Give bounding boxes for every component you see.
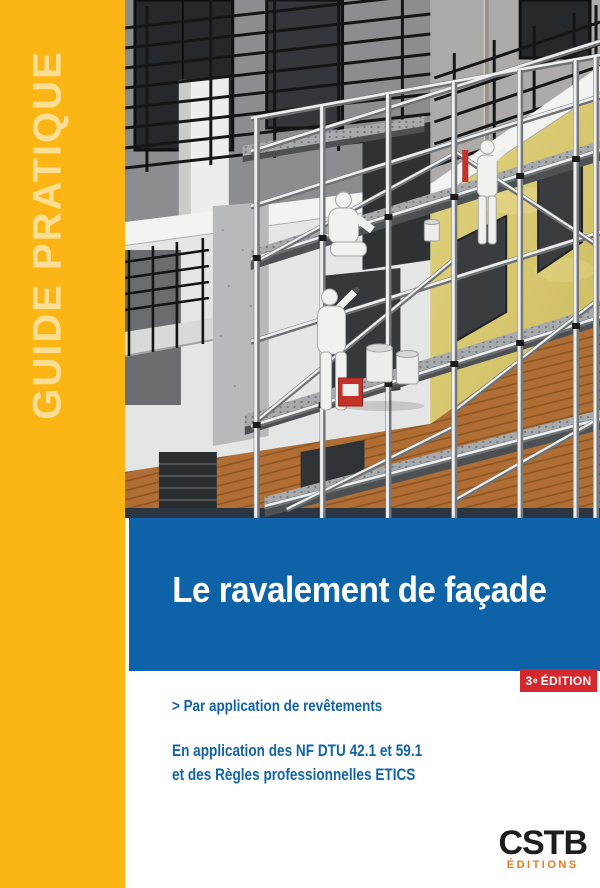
scaffolding-scene (125, 0, 600, 518)
subtitle: > Par application de revêtements (172, 698, 383, 715)
edition-badge: 3 e ÉDITION (520, 669, 597, 692)
edition-number: 3 (525, 673, 533, 688)
base-shadow (125, 508, 600, 518)
page-title: Le ravalement de façade (172, 569, 547, 610)
edition-word: ÉDITION (540, 673, 592, 688)
cover-illustration (125, 0, 600, 518)
spine-band (0, 0, 125, 888)
hoist (462, 150, 468, 182)
application-note (172, 739, 422, 787)
application-line-2: et des Règles professionnelles ETICS (172, 765, 416, 784)
application-line-1: En application des NF DTU 42.1 et 59.1 (172, 741, 423, 760)
title-band (129, 518, 600, 671)
publisher-name: CSTB (498, 824, 587, 862)
series-label: GUIDE PRATIQUE (25, 50, 70, 420)
publisher-division: ÉDITIONS (506, 859, 579, 871)
publisher-logo (498, 826, 587, 871)
